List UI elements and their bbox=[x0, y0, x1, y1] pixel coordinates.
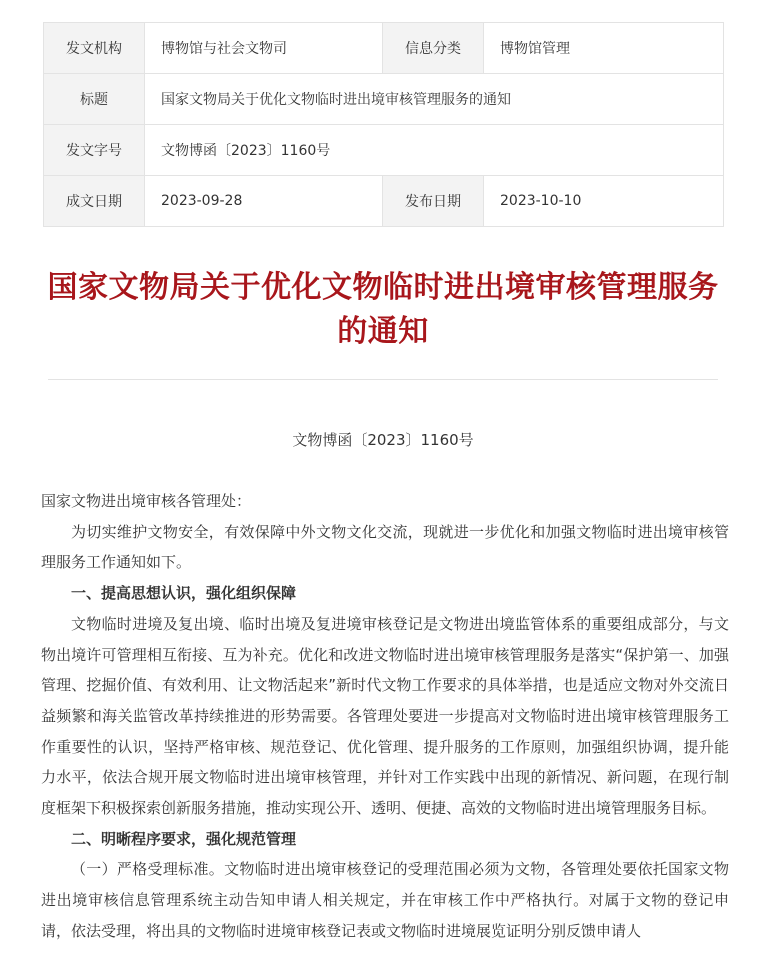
info-row-issuer bbox=[44, 23, 724, 74]
title-label: 标题 bbox=[44, 74, 145, 125]
section-paragraph-2: （一）严格受理标准。文物临时进出境审核登记的受理范围必须为文物，各管理处要依托国家文物进出境审核信息管理系统主动告知申请人相关规定，并在审核工作中严格执行。对属于文物的登记申请，依法受理，将出具的文物临时进境审核登记表或文物临时进境展览证明分别反馈申请人 bbox=[41, 860, 729, 940]
title-value: 国家文物局关于优化文物临时进出境审核管理服务的通知 bbox=[145, 74, 724, 125]
doc-number-label: 发文字号 bbox=[44, 125, 145, 176]
published-date-label: 发布日期 bbox=[383, 176, 484, 227]
intro-paragraph: 为切实维护文物安全，有效保障中外文物文化交流，现就进一步优化和加强文物临时进出境审核管理服务工作通知如下。 bbox=[41, 522, 729, 572]
info-row-title bbox=[44, 74, 724, 125]
section-heading-1: 一、提高思想认识，强化组织保障 bbox=[71, 584, 297, 603]
doc-number-value: 文物博函〔2023〕1160号 bbox=[145, 125, 724, 176]
section-heading-2: 二、明晰程序要求，强化规范管理 bbox=[71, 829, 297, 848]
section-paragraph-1: 文物临时进境及复出境、临时出境及复进境审核登记是文物进出境监管体系的重要组成部分，与文物出境许可管理相互衔接、互为补充。优化和改进文物临时进出境审核管理服务是落实“保护第一、加强管理、挖掘价值、有效利用、让文物活起来”新时代文物工作要求的具体举措，也是适应文物对外交流日益频繁和海关监管改革持续推进的形势需要。各管理处要进一步提高对文物临时进出境审核管理服务工作重要性的认识，坚持严格审核、规范登记、优化管理、提升服务的工作原则，加强组织协调，提升能力水平，依法合规开展文物临时进出境审核管理，并针对工作实践中出现的新情况、新问题，在现行制度框架下积极探索创新服务措施，推动实现公开、透明、便捷、高效的文物临时进出境管理服务目标。 bbox=[41, 614, 729, 818]
issuer-value: 博物馆与社会文物司 bbox=[145, 23, 383, 74]
issuer-label: 发文机构 bbox=[44, 23, 145, 74]
document-number: 文物博函〔2023〕1160号 bbox=[292, 431, 474, 449]
written-date-value: 2023-09-28 bbox=[145, 176, 383, 227]
title-divider bbox=[48, 379, 718, 380]
document-title: 国家文物局关于优化文物临时进出境审核管理服务的通知 bbox=[47, 270, 719, 349]
category-label: 信息分类 bbox=[383, 23, 484, 74]
info-row-doc-number bbox=[44, 125, 724, 176]
document-info-table bbox=[43, 22, 724, 227]
salutation: 国家文物进出境审核各管理处： bbox=[41, 492, 252, 510]
written-date-label: 成文日期 bbox=[44, 176, 145, 227]
document-body bbox=[41, 486, 729, 947]
published-date-value: 2023-10-10 bbox=[484, 176, 724, 227]
info-row-dates bbox=[44, 176, 724, 227]
category-value: 博物馆管理 bbox=[484, 23, 724, 74]
